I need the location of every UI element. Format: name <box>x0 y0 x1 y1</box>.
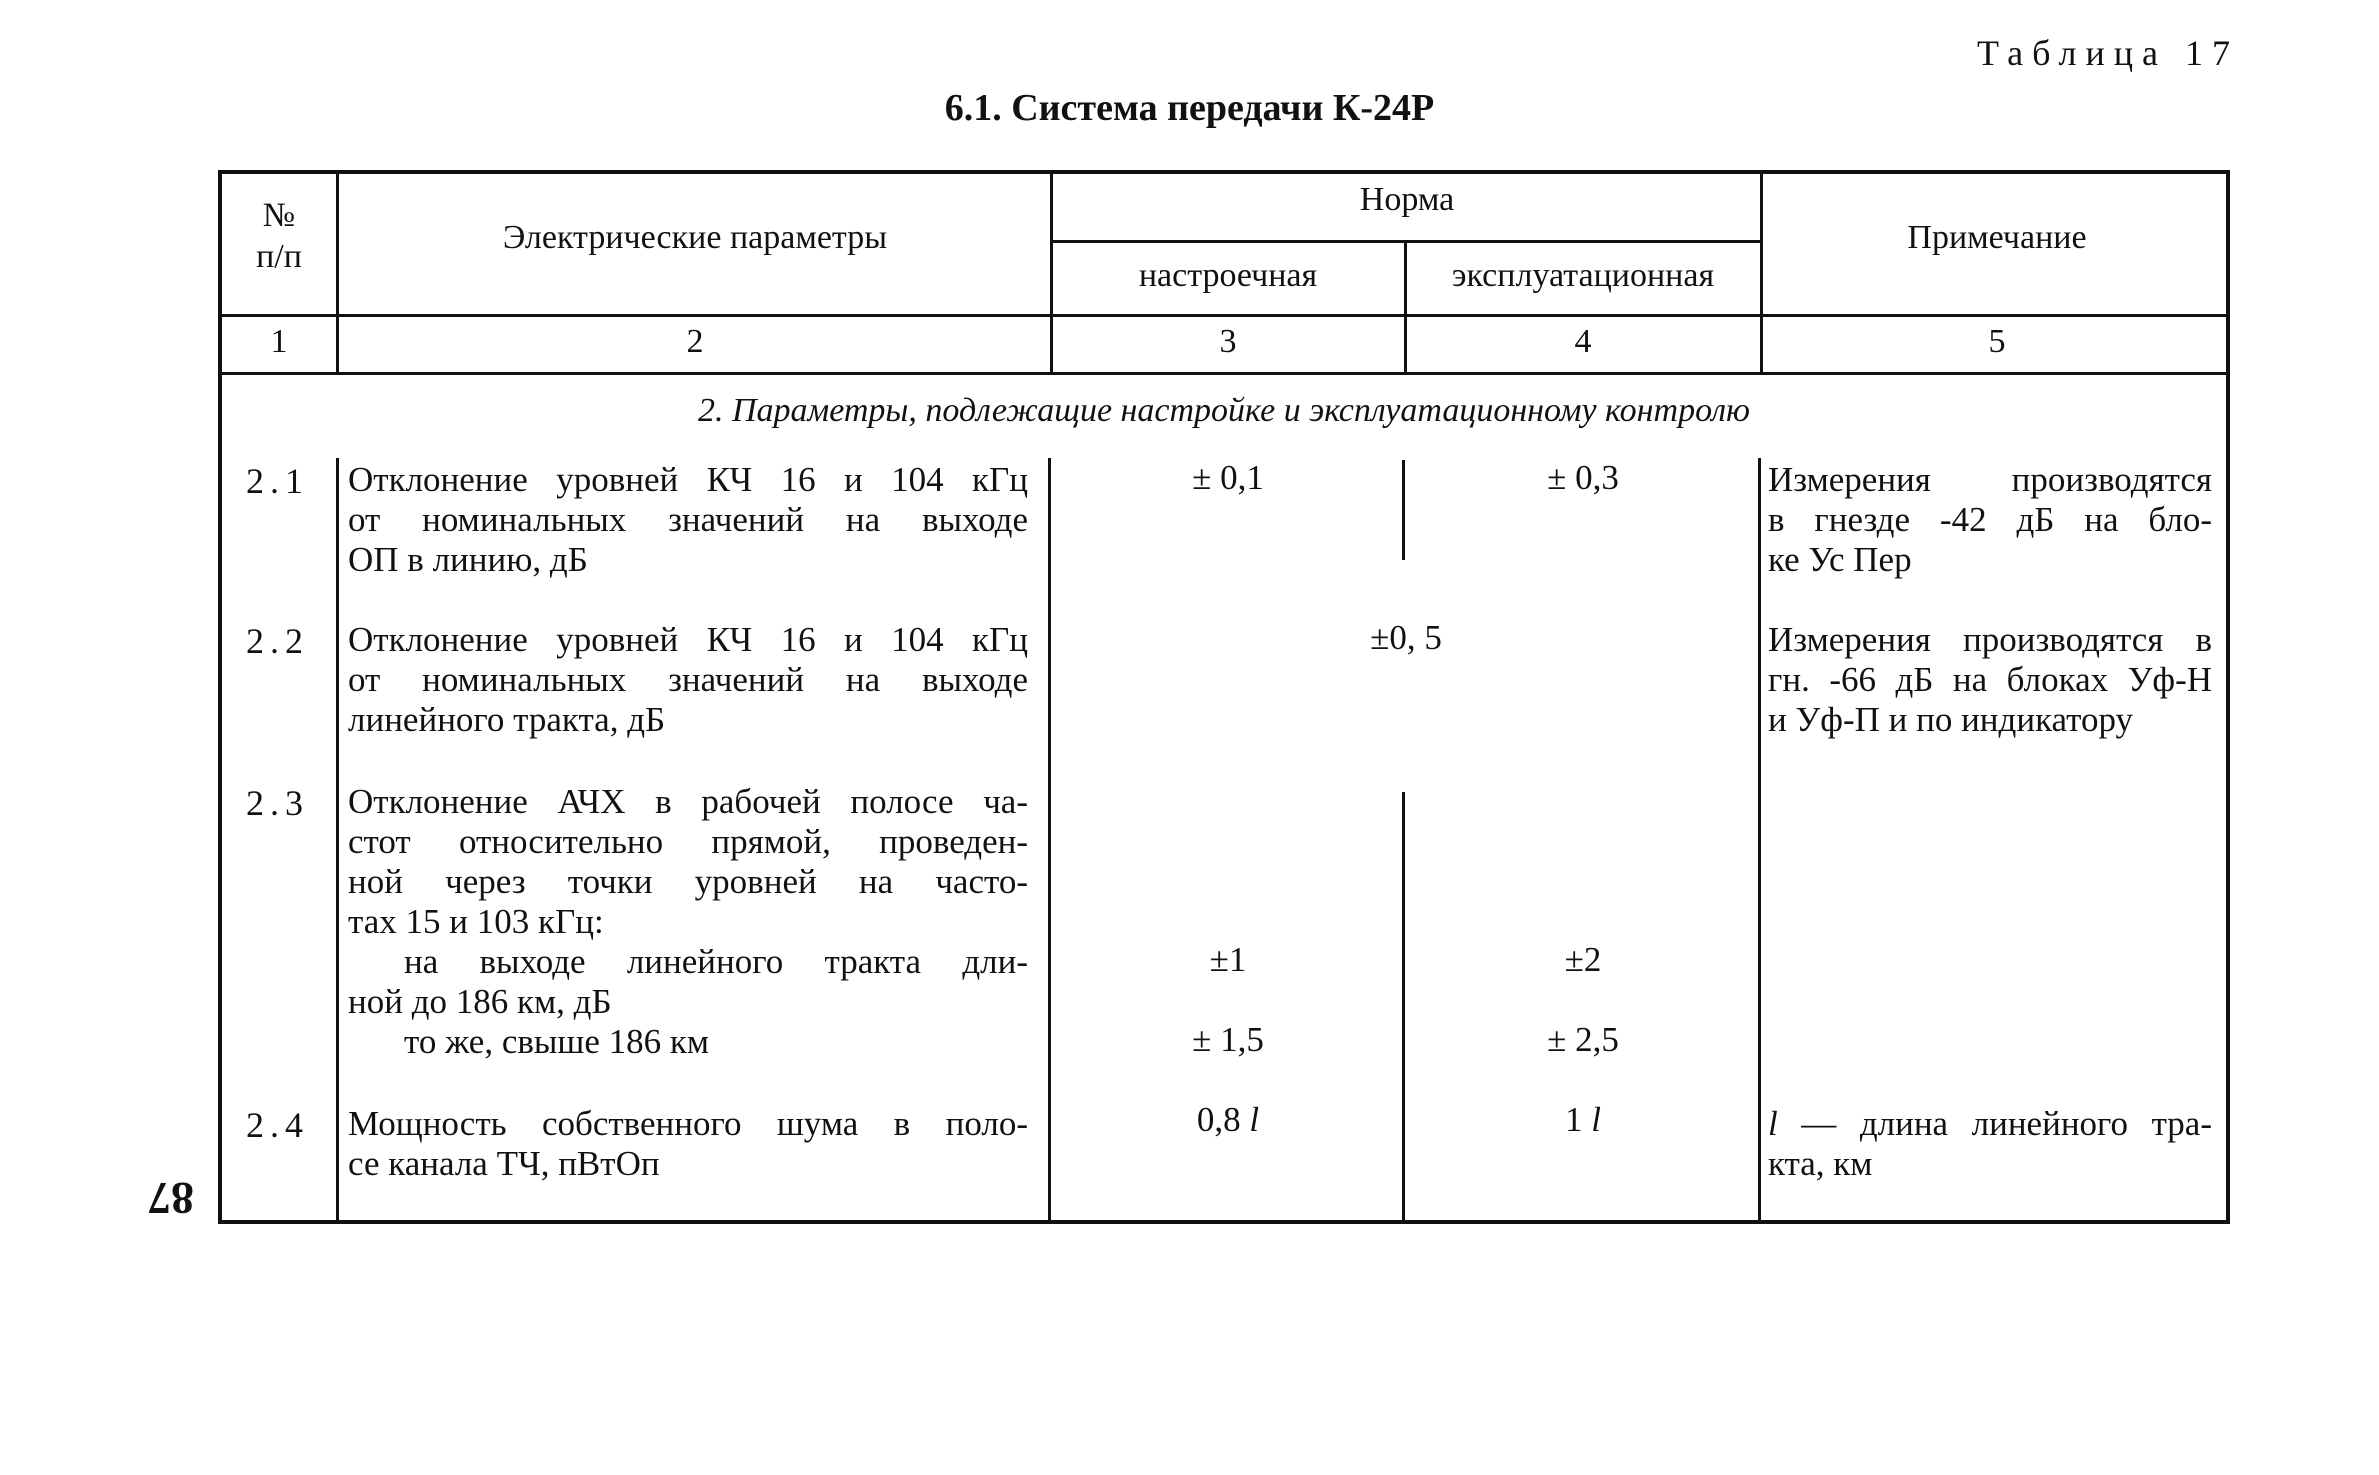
note-variable: l <box>1768 1104 1778 1143</box>
row-note <box>1768 1104 2212 1184</box>
col-number-3: 3 <box>1219 323 1237 360</box>
row-parameter <box>348 620 1028 740</box>
row-operational-value: ± 0,3 <box>1547 458 1619 497</box>
header-norm: Норма <box>1359 181 1455 218</box>
param-line: Мощность собственного шума в поло- <box>348 1104 1028 1143</box>
row-parameter <box>348 782 1028 1062</box>
param-line: стот относительно прямой, проведен- <box>348 822 1028 861</box>
row-number: 2.2 <box>246 621 309 661</box>
param-line: ОП в линию, дБ <box>348 540 588 579</box>
row-setup-value <box>1054 1100 1402 1140</box>
body-divider-2 <box>1048 458 1051 1224</box>
section-title: 2. Параметры, подлежащие настройке и эксплуатационному контролю <box>697 392 1751 429</box>
row-note <box>1768 620 2212 740</box>
page-title: 6.1. Система передачи К-24Р <box>944 87 1435 129</box>
operational-variable: l <box>1591 1100 1601 1139</box>
header-params: Электрические параметры <box>502 219 888 256</box>
row-operational-value <box>1406 1100 1760 1140</box>
col-number-4: 4 <box>1574 323 1592 360</box>
col-divider-2 <box>1050 170 1053 374</box>
param-line: от номинальных значений на выходе <box>348 500 1028 539</box>
operational-number: 1 <box>1565 1100 1583 1139</box>
header-norm-operational: эксплуатационная <box>1451 257 1715 294</box>
col-number-1: 1 <box>270 323 288 360</box>
header-num-symbol: № <box>262 197 296 234</box>
param-line: се канала ТЧ, пВтОп <box>348 1144 660 1183</box>
row-setup-value: ± 0,1 <box>1192 458 1264 497</box>
note-line: кта, км <box>1768 1144 1873 1183</box>
param-line: Отклонение уровней КЧ 16 и 104 кГц <box>348 460 1028 499</box>
param-line: Отклонение уровней КЧ 16 и 104 кГц <box>348 620 1028 659</box>
header-norm-setup: настроечная <box>1138 257 1318 294</box>
header-bottom-line <box>218 314 2230 317</box>
param-line: тах 15 и 103 кГц: <box>348 902 604 941</box>
header-num-cell <box>222 196 336 278</box>
row-operational-value: ± 2,5 <box>1547 1020 1619 1059</box>
param-line: линейного тракта, дБ <box>348 700 666 739</box>
numbers-bottom-line <box>218 372 2230 375</box>
param-subline: на выходе линейного тракта дли- <box>404 942 1028 981</box>
note-line: ке Ус Пер <box>1768 540 1912 579</box>
param-subline: то же, свыше 186 км <box>404 1022 710 1061</box>
param-line: ной через точки уровней на часто- <box>348 862 1028 901</box>
body-divider-3b <box>1402 792 1405 1224</box>
row-combined-value: ±0, 5 <box>1370 618 1442 657</box>
param-line: Отклонение АЧХ в рабочей полосе ча- <box>348 782 1028 821</box>
row-setup-value: ± 1,5 <box>1192 1020 1264 1059</box>
param-subline: ной до 186 км, дБ <box>348 982 612 1021</box>
note-line: и Уф-П и по индикатору <box>1768 700 2134 739</box>
row-parameter <box>348 1104 1028 1184</box>
setup-number: 0,8 <box>1196 1100 1241 1139</box>
row-operational-value: ±2 <box>1564 940 1602 979</box>
col-number-5: 5 <box>1988 323 2006 360</box>
row-parameter <box>348 460 1028 580</box>
body-divider-3a <box>1402 460 1405 560</box>
col-divider-4 <box>1760 170 1763 374</box>
row-number: 2.4 <box>246 1105 309 1145</box>
note-line: Измерения производятся в <box>1768 620 2212 659</box>
table-label: Таблица 17 <box>1977 33 2239 73</box>
page-number: 87 <box>148 1173 194 1224</box>
header-norm-divider <box>1052 240 1762 243</box>
header-num-abbr: п/п <box>256 237 302 275</box>
note-line: Измерения производятся <box>1768 460 2212 499</box>
row-note <box>1768 460 2212 580</box>
col-number-2: 2 <box>686 323 704 360</box>
row-setup-value: ±1 <box>1209 940 1247 979</box>
header-note: Примечание <box>1907 219 2087 256</box>
note-text: — длина линейного тра- <box>1777 1104 2212 1143</box>
note-line: в гнезде -42 дБ на бло- <box>1768 500 2212 539</box>
note-line <box>1768 1104 2212 1144</box>
body-divider-1 <box>336 458 339 1224</box>
note-line: гн. -66 дБ на блоках Уф-Н <box>1768 660 2212 699</box>
setup-variable: l <box>1249 1100 1260 1139</box>
row-number: 2.1 <box>246 461 309 501</box>
row-number: 2.3 <box>246 783 309 823</box>
param-line: от номинальных значений на выходе <box>348 660 1028 699</box>
col-divider-1 <box>336 170 339 374</box>
